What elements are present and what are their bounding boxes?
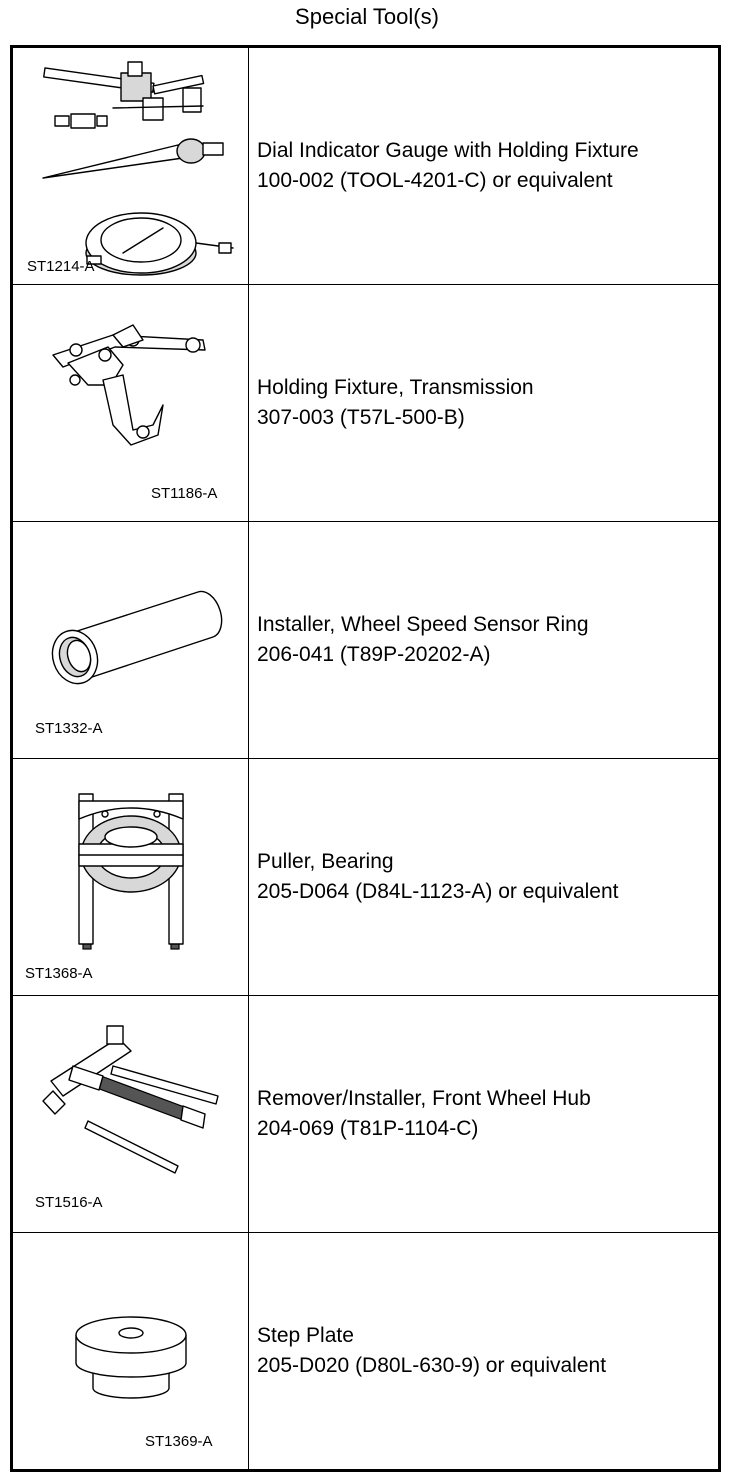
tool-code: ST1369-A — [145, 1433, 213, 1450]
tool-code: ST1186-A — [151, 485, 218, 502]
tool-description-cell — [249, 522, 720, 759]
tool-name: Dial Indicator Gauge with Holding Fixture — [257, 139, 639, 162]
bearing-puller-icon — [13, 759, 248, 995]
special-tools-table — [10, 45, 721, 1472]
tool-row — [12, 759, 720, 996]
tool-row — [12, 522, 720, 759]
tool-illustration-cell — [12, 1233, 249, 1471]
step-plate-icon — [13, 1233, 248, 1469]
tool-illustration-cell — [12, 47, 249, 285]
dial-indicator-gauge-icon — [13, 48, 248, 284]
tool-name: Step Plate — [257, 1324, 354, 1347]
page-title: Special Tool(s) — [295, 4, 439, 29]
tool-code: ST1516-A — [35, 1194, 103, 1211]
tool-illustration-cell — [12, 759, 249, 996]
tool-row — [12, 47, 720, 285]
tool-name: Installer, Wheel Speed Sensor Ring — [257, 613, 589, 636]
tool-name: Holding Fixture, Transmission — [257, 376, 534, 399]
tool-description-cell — [249, 996, 720, 1233]
tool-description-cell — [249, 759, 720, 996]
tool-description-cell — [249, 47, 720, 285]
tool-number: 206-041 (T89P-20202-A) — [257, 643, 491, 666]
tool-description-cell — [249, 1233, 720, 1471]
tool-code: ST1332-A — [35, 720, 103, 737]
tool-code: ST1368-A — [25, 965, 93, 982]
tool-number: 205-D064 (D84L-1123-A) or equivalent — [257, 880, 619, 903]
tool-illustration-cell — [12, 996, 249, 1233]
tool-illustration-cell — [12, 522, 249, 759]
tool-name: Puller, Bearing — [257, 850, 394, 873]
tool-row — [12, 1233, 720, 1471]
tool-row — [12, 996, 720, 1233]
tool-number: 307-003 (T57L-500-B) — [257, 406, 465, 429]
tool-name: Remover/Installer, Front Wheel Hub — [257, 1087, 591, 1110]
tool-description-cell — [249, 285, 720, 522]
tool-number: 204-069 (T81P-1104-C) — [257, 1117, 479, 1140]
tool-number: 205-D020 (D80L-630-9) or equivalent — [257, 1354, 607, 1377]
tool-code: ST1214-A — [27, 258, 95, 275]
tool-number: 100-002 (TOOL-4201-C) or equivalent — [257, 169, 613, 192]
tool-row — [12, 285, 720, 522]
tool-illustration-cell — [12, 285, 249, 522]
